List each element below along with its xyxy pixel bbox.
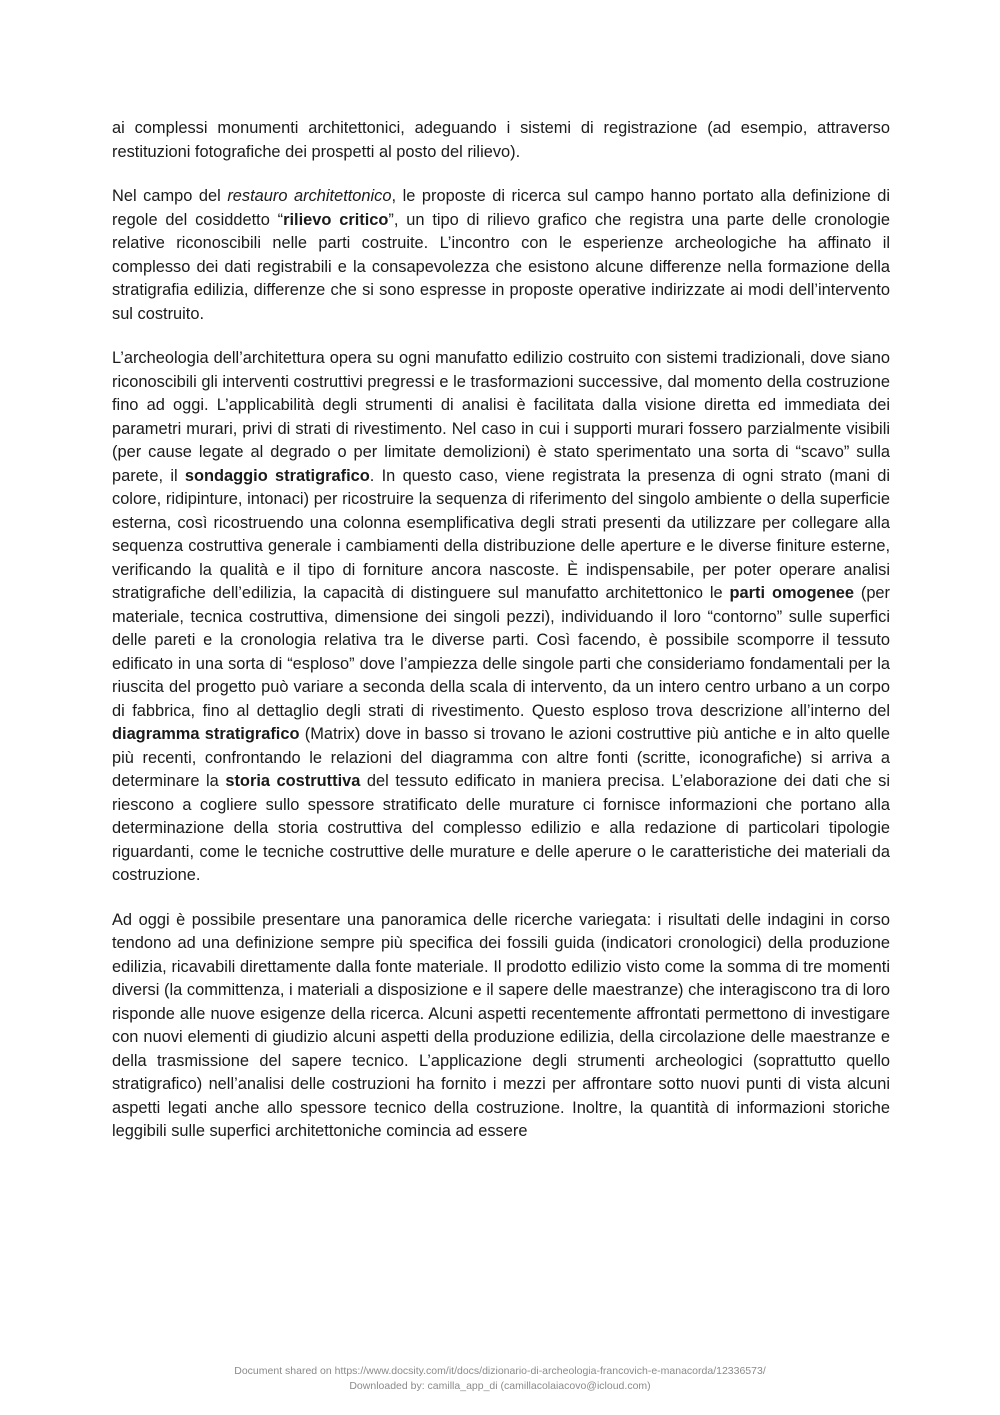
text-run: ”, un tipo di rilievo grafico che registra una parte delle cronologie relative riconoscibili nelle parti costruite. L’incontro con le esperienze archeologiche ha affinato il complesso dei dati registrabili e la consapevolezza che esistono alcune differenze nella formazione della stratigrafia edilizia, differenze che si sono espresse in proposte operative indirizzate ai modi dell’intervento sul costruito. xyxy=(112,210,891,323)
bold-term-sondaggio-stratigrafico: sondaggio stratigrafico xyxy=(184,466,370,485)
footer-shared-line: Document shared on https://www.docsity.com/it/docs/dizionario-di-archeologia-francovich-e-manacorda/12336573/ xyxy=(234,1365,766,1377)
text-run: L’archeologia dell’architettura opera su ogni manufatto edilizio costruito con sistemi tradizionali, dove siano riconoscibili gli interventi costruttivi pregressi e le trasformazioni successive, dal momento della costruzione fino ad oggi. L’applicabilità degli strumenti di analisi è facilitata dalla visione diretta ed immediata dei parametri murari, privi di strati di rivestimento. Nel caso in cui i supporti murari fossero parzialmente visibili (per cause legate al degrado o per limitate demolizioni) è stato sperimentato una sorta di “scavo” sulla parete, il xyxy=(112,349,890,485)
italic-term-restauro-architettonico: restauro architettonico xyxy=(227,187,392,205)
text-run: ai complessi monumenti architettonici, adeguando i sistemi di registrazione (ad esempio, attraverso restituzioni fotografiche dei prospetti al posto del rilievo). xyxy=(112,119,890,161)
text-run: . In questo caso, viene registrata la presenza di ogni strato (mani di colore, ridipinture, intonaci) per ricostruire la sequenza di riferimento del singolo ambiente o della superficie esterna, così ricostruendo una colonna esemplificativa degli strati presenti da utilizzare per collegare alla sequenza costruttiva generale i cambiamenti della distribuzione delle aperture e le diverse finiture esterne, verificando la qualità e il tipo di forniture ancora nascoste. È indispensabile, per poter operare analisi stratigrafiche dell’edilizia, la capacità di distinguere sul manufatto architettonico le xyxy=(112,466,890,602)
paragraph-1 xyxy=(112,117,890,164)
bold-term-storia-costruttiva: storia costruttiva xyxy=(225,772,361,790)
page-footer xyxy=(0,1364,1000,1394)
text-run: (Matrix) dove in basso si trovano le azioni costruttive più antiche e in alto quelle più recenti, confrontando le relazioni del diagramma con altre fonti (scritte, iconografiche) si arriva a determinare la xyxy=(112,725,891,790)
footer-downloaded-line: Downloaded by: camilla_app_di (camillacolaiacovo@icloud.com) xyxy=(349,1380,651,1392)
document-page xyxy=(112,117,890,1165)
bold-term-diagramma-stratigrafico: diagramma stratigrafico xyxy=(112,725,300,743)
paragraph-4 xyxy=(112,909,890,1144)
bold-term-parti-omogenee: parti omogenee xyxy=(729,584,854,602)
text-run: Ad oggi è possibile presentare una panoramica delle ricerche variegata: i risultati delle indagini in corso tendono ad una definizione sempre più specifica dei fossili guida (indicatori cronologici) della produzione edilizia, ricavabili direttamente dalla fonte materiale. Il prodotto edilizio visto come la somma di tre momenti diversi (la committenza, i materiali a disposizione e il sapere delle maestranze) che interagiscono tra di loro risponde alle nuove esigenze della ricerca. Alcuni aspetti recentemente affrontati permettono di investigare con nuovi elementi di giudizio alcuni aspetti della produzione edilizia, della circolazione delle maestranze e della trasmissione del sapere tecnico. L’applicazione degli strumenti archeologici (soprattutto quello stratigrafico) nell’analisi delle costruzioni ha fornito i mezzi per affrontare sotto nuovi punti di vista alcuni aspetti legati anche allo spessore tecnico della costruzione. Inoltre, la quantità di informazioni storiche leggibili sulle superfici architettoniche comincia ad essere xyxy=(112,910,890,1140)
bold-term-rilievo-critico: rilievo critico xyxy=(283,210,389,229)
paragraph-2 xyxy=(112,185,890,326)
text-run: Nel campo del xyxy=(112,187,228,205)
paragraph-3 xyxy=(112,347,890,888)
text-run: , le proposte di ricerca sul campo hanno portato alla definizione di regole del cosiddetto “ xyxy=(112,187,890,229)
text-run: (per materiale, tecnica costruttiva, dimensione dei singoli pezzi), individuando il loro “contorno” sulle superfici delle pareti e la cronologia relativa tra le diverse parti. Così facendo, è possibile scomporre il tessuto edificato in una sorta di “esploso” dove l’ampiezza delle singole parti che consideriamo fondamentali per la riuscita del progetto può variare a seconda della scala di intervento, da un intero centro urbano a un corpo di fabbrica, fino al dettaglio degli strati di rivestimento. Questo esploso trova descrizione all’interno del xyxy=(112,584,891,720)
text-run: del tessuto edificato in maniera precisa. L’elaborazione dei dati che si riescono a cogliere sullo spessore stratificato delle murature ci fornisce informazioni che portano alla determinazione della storia costruttiva del complesso edilizio e alla redazione di particolari tipologie riguardanti, come le tecniche costruttive delle murature e delle aperure o le caratteristiche dei materiali da costruzione. xyxy=(112,772,890,884)
